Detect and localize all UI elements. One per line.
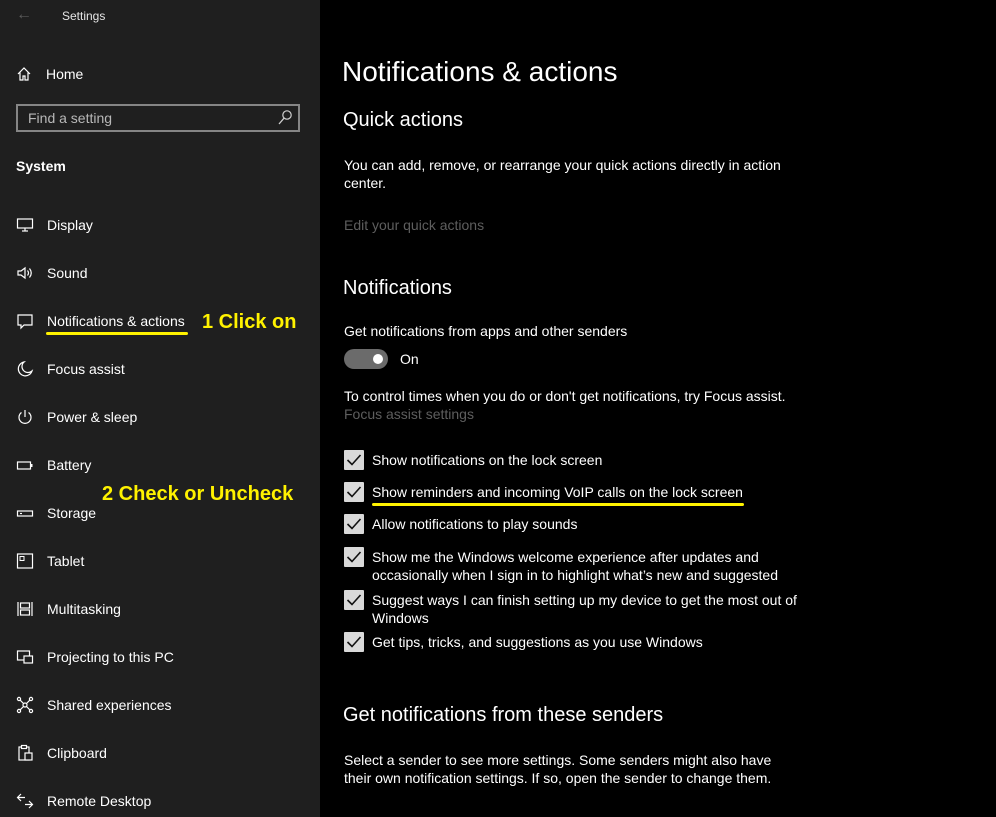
- home-nav-item[interactable]: [16, 63, 83, 85]
- main-content: [320, 0, 996, 817]
- annotation-step-2: 2 Check or Uncheck: [102, 483, 294, 505]
- checkmark-icon: [346, 635, 362, 649]
- sidebar-item-label: Notifications & actions: [47, 313, 185, 329]
- clipboard-icon: [16, 744, 34, 762]
- checkbox-label: Allow notifications to play sounds: [372, 516, 578, 532]
- app-title: Settings: [62, 9, 106, 23]
- power-icon: [16, 408, 34, 426]
- multitasking-icon: [16, 600, 34, 618]
- sidebar-item-label: Tablet: [47, 553, 85, 569]
- sidebar-item-label: Projecting to this PC: [47, 649, 174, 665]
- sidebar-item-remote-desktop[interactable]: [0, 785, 320, 817]
- checkbox-lock-screen[interactable]: [344, 450, 364, 470]
- sidebar-item-label: Display: [47, 217, 93, 233]
- focus-assist-settings-link[interactable]: Focus assist settings: [344, 406, 474, 422]
- checkbox-label: Show reminders and incoming VoIP calls on the lock screen: [372, 484, 743, 500]
- sidebar-item-multitasking[interactable]: [0, 593, 320, 625]
- sidebar-item-power-sleep[interactable]: [0, 401, 320, 433]
- selection-indicator: [0, 310, 3, 332]
- senders-description: Select a sender to see more settings. Some senders might also have their own notification settings. If so, open the sender to change them.: [344, 752, 772, 786]
- sidebar-item-projecting[interactable]: [0, 641, 320, 673]
- moon-icon: [16, 360, 34, 378]
- toggle-knob: [373, 354, 383, 364]
- section-label-system: System: [16, 158, 66, 174]
- sidebar-item-label: Battery: [47, 457, 92, 473]
- tablet-icon: [16, 552, 34, 570]
- back-arrow-icon[interactable]: ←: [16, 6, 32, 23]
- sidebar-item-label: Power & sleep: [47, 409, 138, 425]
- notification-icon: [16, 312, 34, 330]
- checkbox-label: Show me the Windows welcome experience after updates and occasionally when I sign in to highlight what’s new and suggested: [372, 549, 778, 583]
- notifications-heading: Notifications: [343, 277, 452, 299]
- checkbox-tips[interactable]: [344, 632, 364, 652]
- page-title: Notifications & actions: [342, 56, 618, 87]
- sidebar-item-label: Clipboard: [47, 745, 107, 761]
- sidebar-item-label: Storage: [47, 505, 97, 521]
- home-label: Home: [46, 66, 84, 82]
- focus-assist-text: To control times when you do or don't get notifications, try Focus assist.: [344, 388, 786, 404]
- battery-icon: [16, 456, 34, 474]
- checkbox-label: Suggest ways I can finish setting up my device to get the most out of Windows: [372, 592, 797, 626]
- edit-quick-actions-link[interactable]: Edit your quick actions: [344, 217, 485, 233]
- projecting-icon: [16, 648, 34, 666]
- senders-heading: Get notifications from these senders: [343, 704, 664, 726]
- checkbox-label: Show notifications on the lock screen: [372, 452, 603, 468]
- checkbox-welcome-experience[interactable]: [344, 547, 364, 567]
- checkmark-icon: [346, 453, 362, 467]
- annotation-step-1: 1 Click on: [202, 311, 297, 333]
- sidebar-item-label: Shared experiences: [47, 697, 172, 713]
- checkbox-suggest-setup[interactable]: [344, 590, 364, 610]
- checkbox-label: Get tips, tricks, and suggestions as you use Windows: [372, 634, 703, 650]
- search-icon[interactable]: [277, 109, 293, 127]
- notifications-toggle-label: Get notifications from apps and other senders: [344, 323, 628, 339]
- title-bar: [0, 0, 320, 34]
- speaker-icon: [16, 264, 34, 282]
- checkmark-icon: [346, 593, 362, 607]
- checkmark-icon: [346, 485, 362, 499]
- sidebar-item-battery[interactable]: [0, 449, 320, 481]
- sidebar-item-tablet[interactable]: [0, 545, 320, 577]
- sidebar-item-display[interactable]: [0, 209, 320, 241]
- home-icon: [16, 66, 32, 82]
- sidebar-item-shared-experiences[interactable]: [0, 689, 320, 721]
- sidebar-item-label: Remote Desktop: [47, 793, 152, 809]
- search-box[interactable]: [16, 104, 300, 132]
- checkmark-icon: [346, 517, 362, 531]
- storage-icon: [16, 504, 34, 522]
- monitor-icon: [16, 216, 34, 234]
- quick-actions-heading: Quick actions: [343, 109, 464, 131]
- toggle-state-text: On: [400, 351, 419, 367]
- checkbox-play-sounds[interactable]: [344, 514, 364, 534]
- quick-actions-description: You can add, remove, or rearrange your quick actions directly in action center.: [344, 157, 781, 191]
- sidebar-item-label: Multitasking: [47, 601, 121, 617]
- remote-desktop-icon: [16, 792, 34, 810]
- search-input[interactable]: [18, 106, 278, 130]
- sidebar-item-clipboard[interactable]: [0, 737, 320, 769]
- checkbox-reminders-voip[interactable]: [344, 482, 364, 502]
- sidebar-item-focus-assist[interactable]: [0, 353, 320, 385]
- sidebar-item-label: Focus assist: [47, 361, 125, 377]
- checkmark-icon: [346, 550, 362, 564]
- sidebar-item-sound[interactable]: [0, 257, 320, 289]
- annotation-underline-checkbox: [372, 503, 744, 506]
- shared-experiences-icon: [16, 696, 34, 714]
- annotation-underline-nav: [46, 332, 188, 335]
- sidebar: [0, 0, 320, 817]
- notifications-toggle[interactable]: [344, 349, 388, 369]
- sidebar-item-label: Sound: [47, 265, 88, 281]
